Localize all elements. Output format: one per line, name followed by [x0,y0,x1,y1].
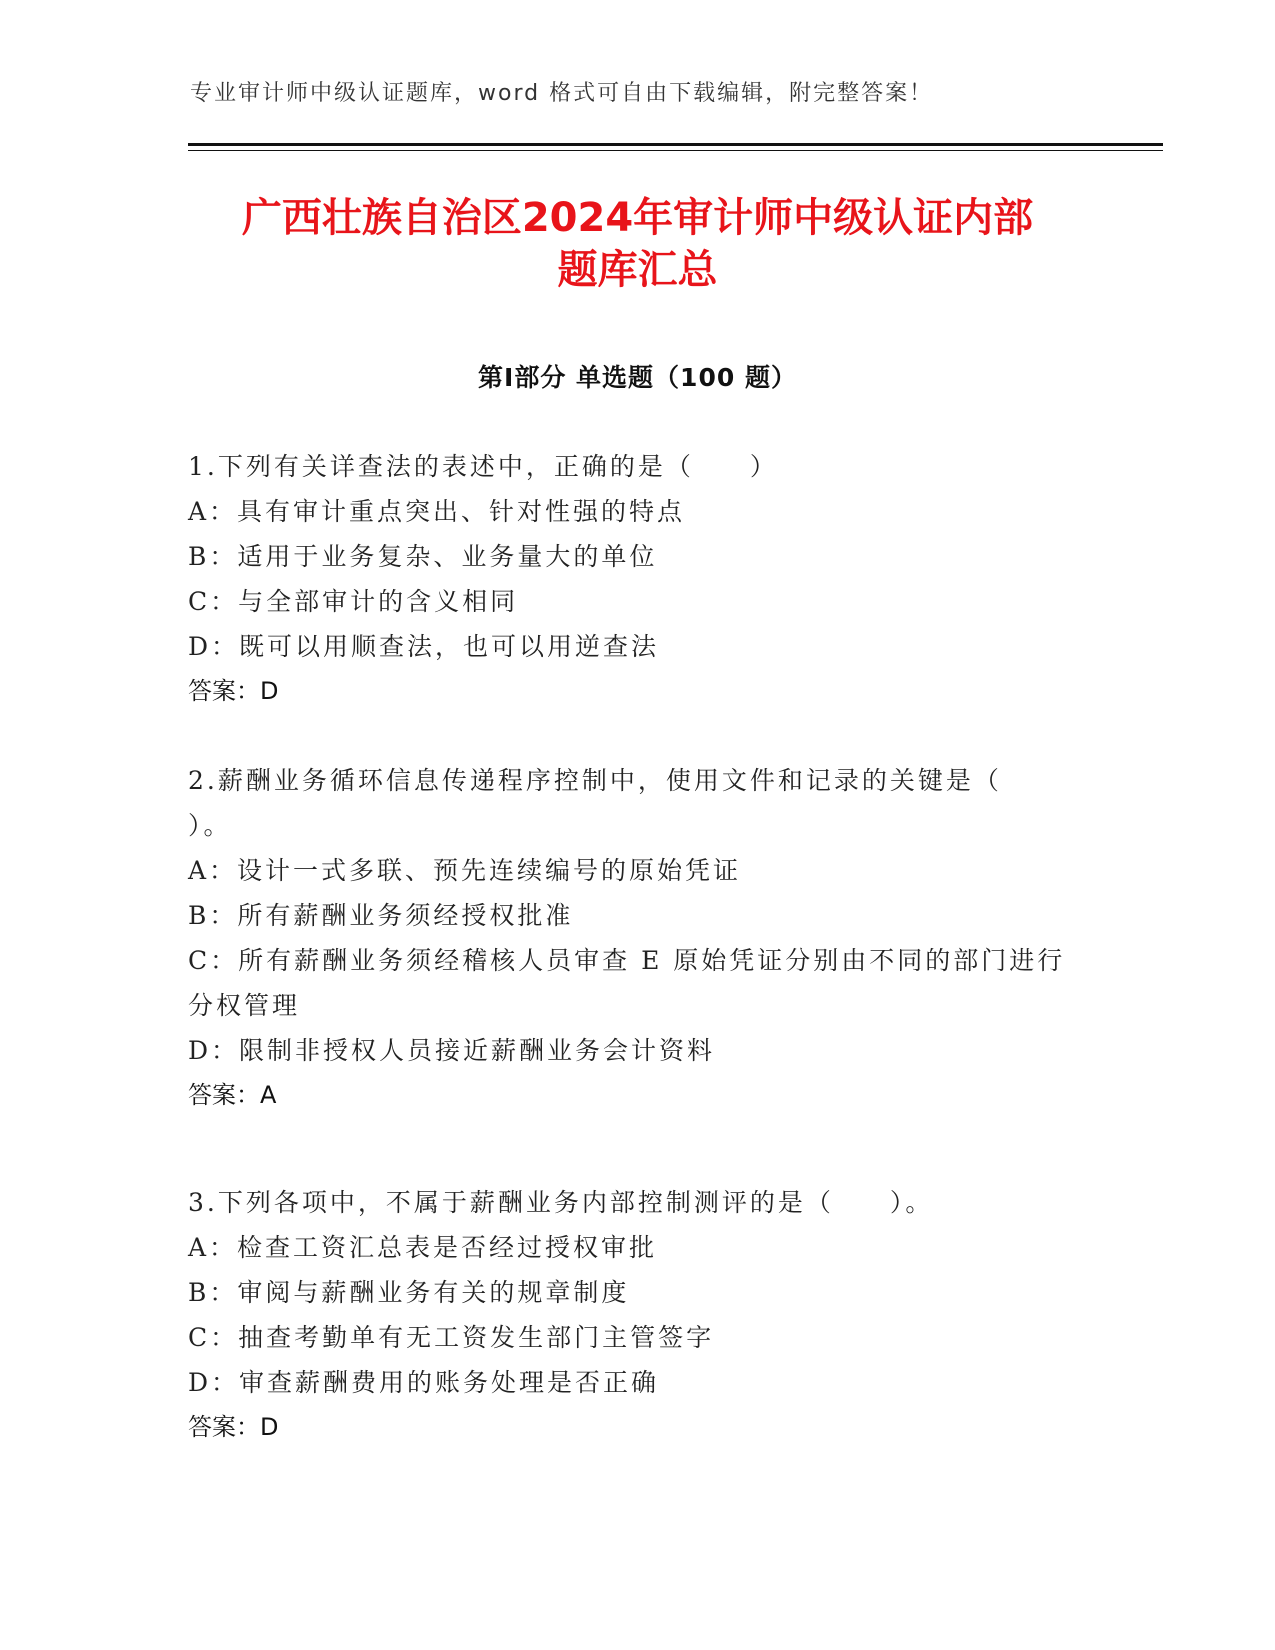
header-divider-thin [188,150,1163,151]
option-a: A：设计一式多联、预先连续编号的原始凭证 [188,856,742,885]
title-line-2: 题库汇总 [557,247,718,293]
question-stem-continued: ）。 [188,811,232,840]
section-heading: 第Ⅰ部分 单选题（100 题） [478,363,797,392]
option-b: B：所有薪酬业务须经授权批准 [188,901,574,930]
option-d: D：审查薪酬费用的账务处理是否正确 [188,1368,660,1397]
document-title [140,192,1135,296]
header-note: 专业审计师中级认证题库，word 格式可自由下载编辑，附完整答案！ [190,81,934,106]
option-c-continued: 分权管理 [188,991,301,1020]
header-divider [188,143,1163,146]
option-d: D：限制非授权人员接近薪酬业务会计资料 [188,1036,716,1065]
option-c: C：所有薪酬业务须经稽核人员审查 E 原始凭证分别由不同的部门进行 [188,946,1066,975]
option-d: D：既可以用顺查法，也可以用逆查法 [188,632,660,661]
question-3 [188,1180,1088,1450]
option-b: B：审阅与薪酬业务有关的规章制度 [188,1278,630,1307]
question-1 [188,444,1088,714]
option-a: A：具有审计重点突出、针对性强的特点 [188,497,686,526]
question-stem: 2.薪酬业务循环信息传递程序控制中，使用文件和记录的关键是（ [188,766,1002,795]
question-2 [188,758,1088,1118]
answer: 答案：A [188,1081,277,1109]
option-c: C：与全部审计的含义相同 [188,587,519,616]
option-c: C：抽查考勤单有无工资发生部门主管签字 [188,1323,715,1352]
title-line-1: 广西壮族自治区2024年审计师中级认证内部 [241,195,1034,241]
option-a: A：检查工资汇总表是否经过授权审批 [188,1233,658,1262]
question-stem: 3.下列各项中，不属于薪酬业务内部控制测评的是（ ）。 [188,1188,934,1217]
answer: 答案：D [188,677,279,705]
question-stem: 1.下列有关详查法的表述中，正确的是（ ） [188,452,778,481]
answer: 答案：D [188,1413,279,1441]
option-b: B：适用于业务复杂、业务量大的单位 [188,542,658,571]
